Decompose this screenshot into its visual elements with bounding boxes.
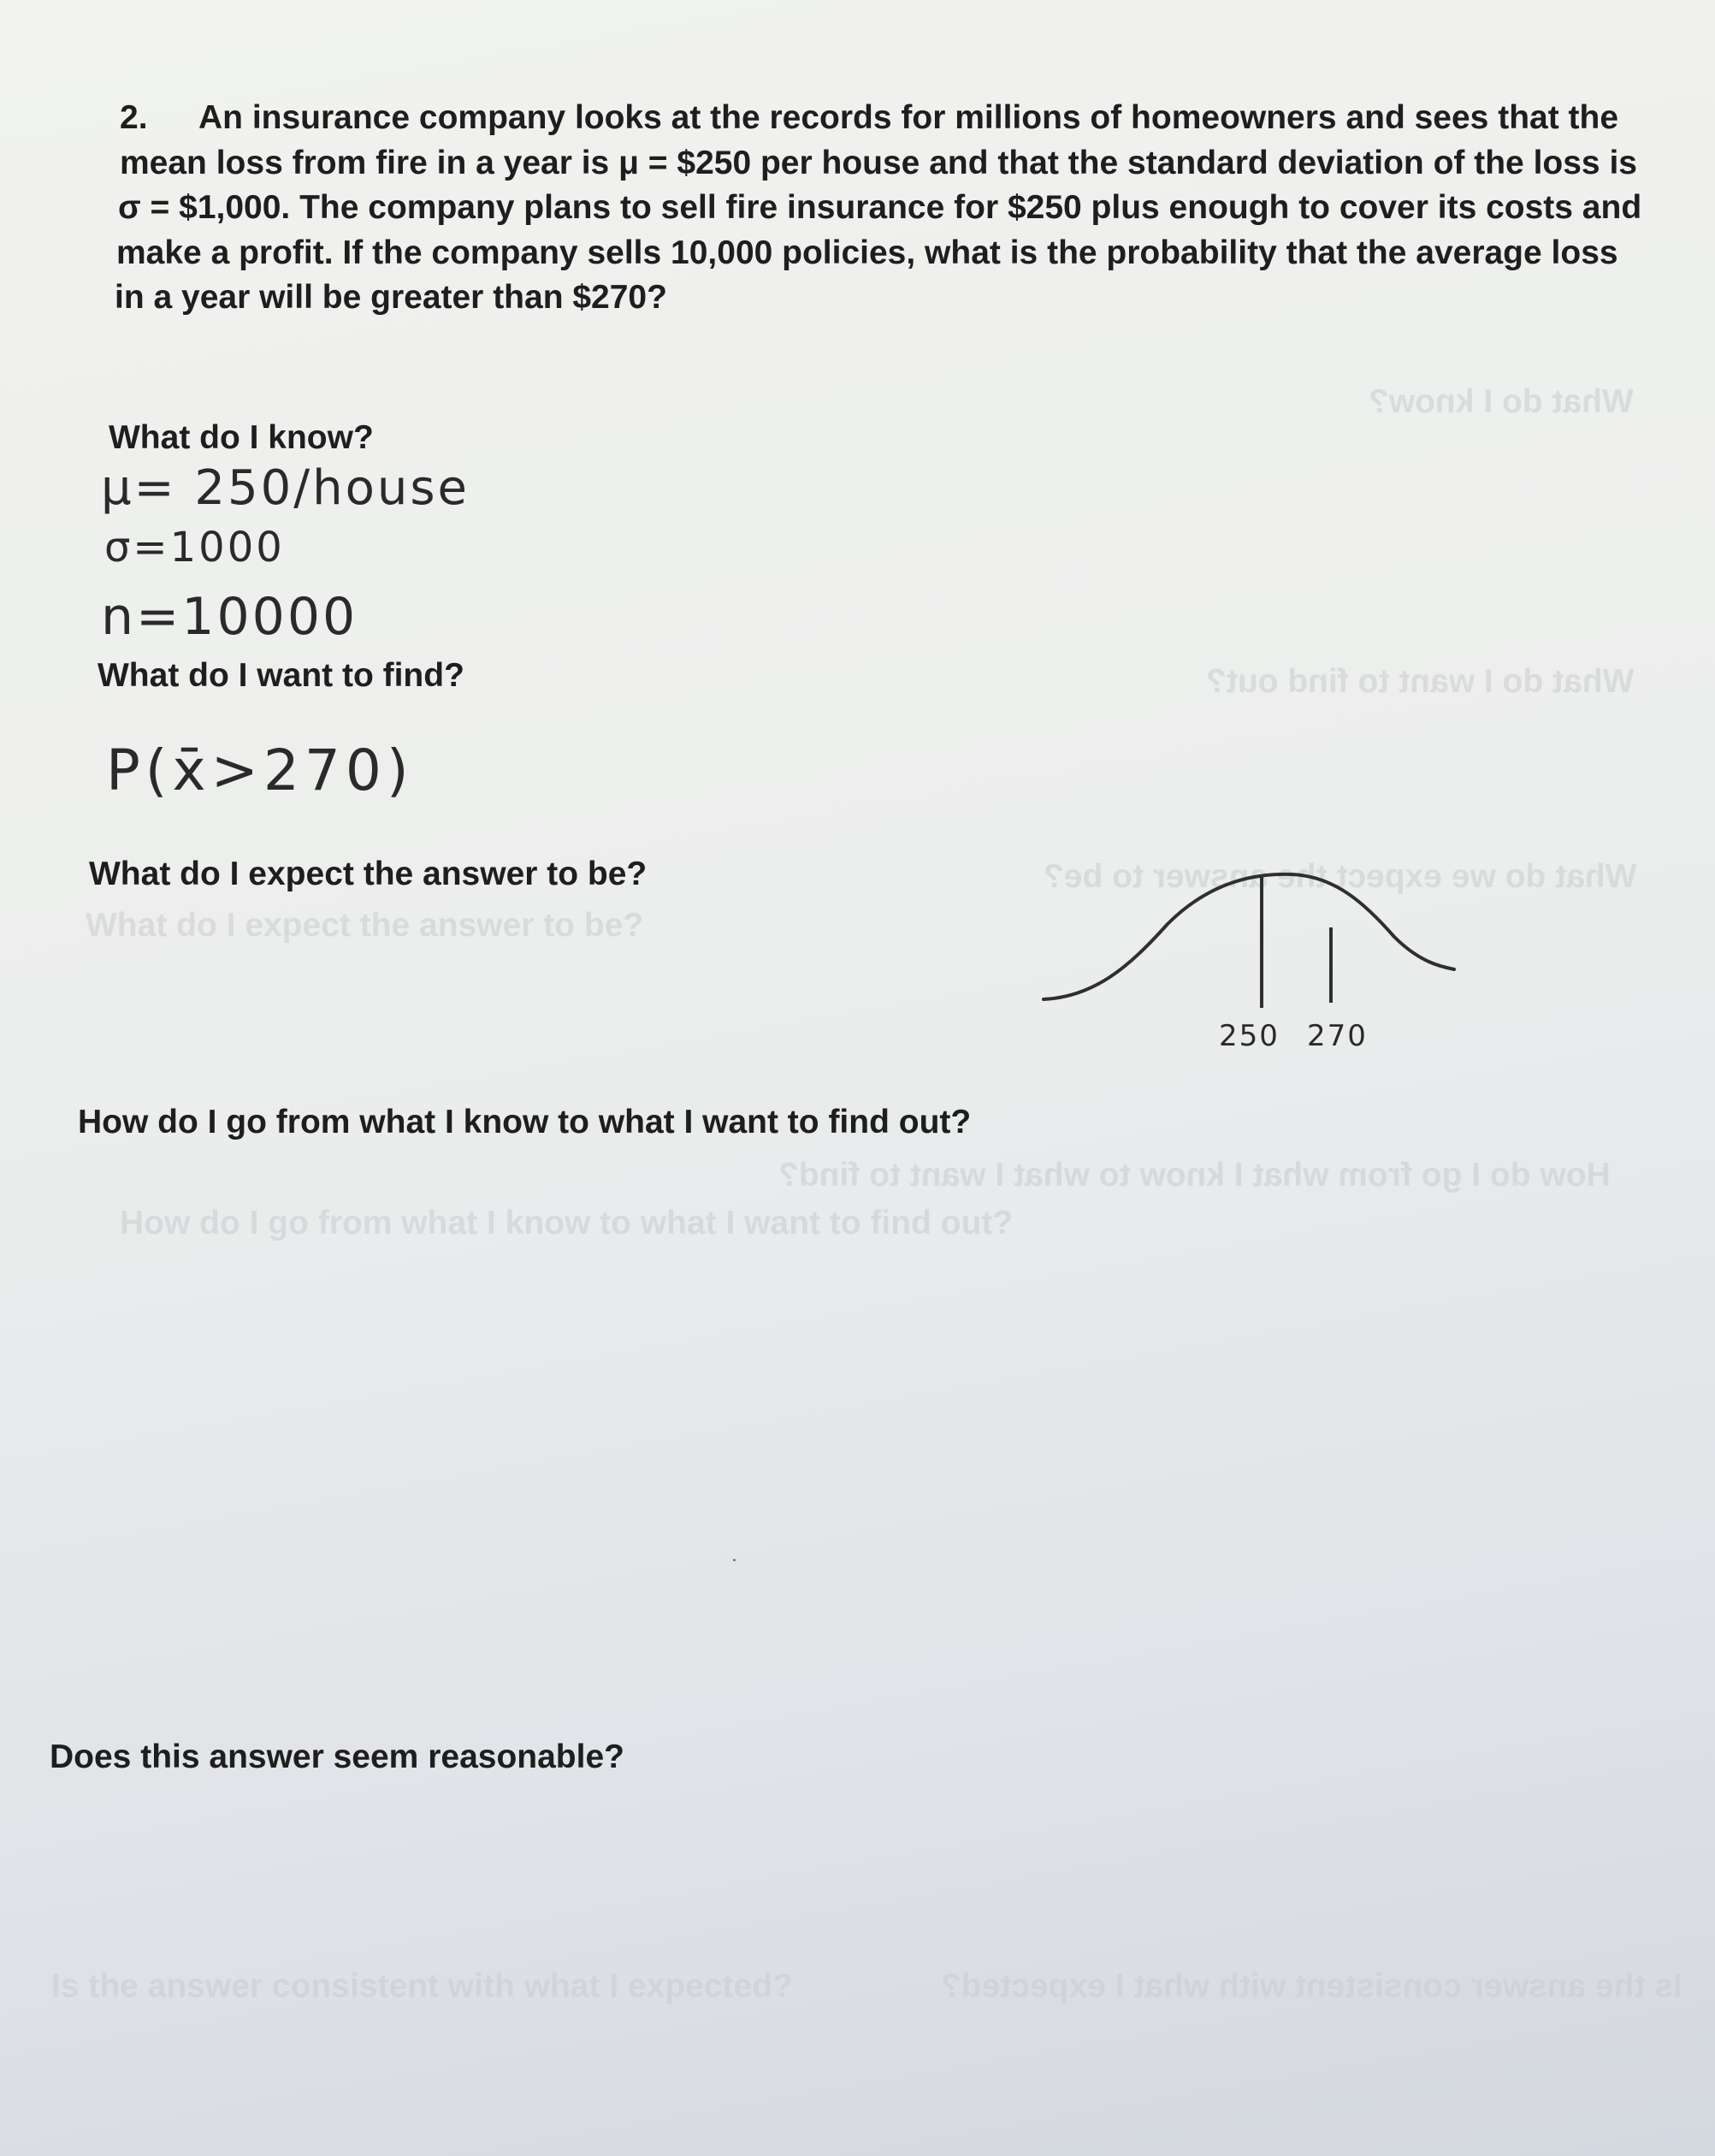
problem-number: 2.: [120, 99, 148, 136]
bleed-through-text: Is the answer consistent with what I expected?: [941, 1968, 1682, 2005]
bleed-through-text: Is the answer consistent with what I expected?: [51, 1968, 793, 2005]
normal-curve-sketch: [1035, 856, 1514, 1052]
problem-line: in a year will be greater than $270?: [115, 279, 667, 316]
prompt-reasonable: Does this answer seem reasonable?: [50, 1738, 624, 1775]
prompt-expected-answer: What do I expect the answer to be?: [89, 856, 648, 892]
prompt-what-to-find: What do I want to find?: [98, 657, 464, 694]
bleed-through-text: How do I go from what I know to what I want to find out?: [120, 1205, 1014, 1241]
problem-line: mean loss from fire in a year is μ = $250 per house and that the standard deviation of the loss is: [120, 144, 1637, 181]
handwritten-mu: μ= 250/house: [101, 460, 470, 516]
prompt-what-do-i-know: What do I know?: [109, 419, 374, 456]
problem-line: make a profit. If the company sells 10,000 policies, what is the probability that the average loss: [116, 234, 1618, 271]
handwritten-sigma: σ=1000: [104, 524, 285, 572]
label-250: 250: [1219, 1019, 1280, 1052]
handwritten-probability: P(x̄>270): [106, 737, 414, 803]
bleed-through-text: What do I want to find out?: [1206, 663, 1635, 700]
prompt-how-to-solve: How do I go from what I know to what I want to find out?: [78, 1104, 972, 1140]
bleed-through-text: What do we expect the answer to be?: [1044, 858, 1637, 895]
label-270: 270: [1307, 1019, 1368, 1052]
problem-line: σ = $1,000. The company plans to sell fire insurance for $250 plus enough to cover its costs and: [118, 189, 1642, 226]
stray-mark: [733, 1559, 736, 1561]
handwritten-n: n=10000: [101, 587, 358, 647]
bleed-through-text: How do I go from what I know to what I want to find?: [778, 1157, 1611, 1194]
bleed-through-text: What do I know?: [1369, 383, 1634, 420]
normal-curve: [1044, 874, 1454, 999]
bleed-through-text: What do I expect the answer to be?: [86, 907, 644, 944]
problem-statement: [115, 96, 1677, 321]
problem-line: 2. An insurance company looks at the records for millions of homeowners and sees that the: [120, 96, 1677, 141]
